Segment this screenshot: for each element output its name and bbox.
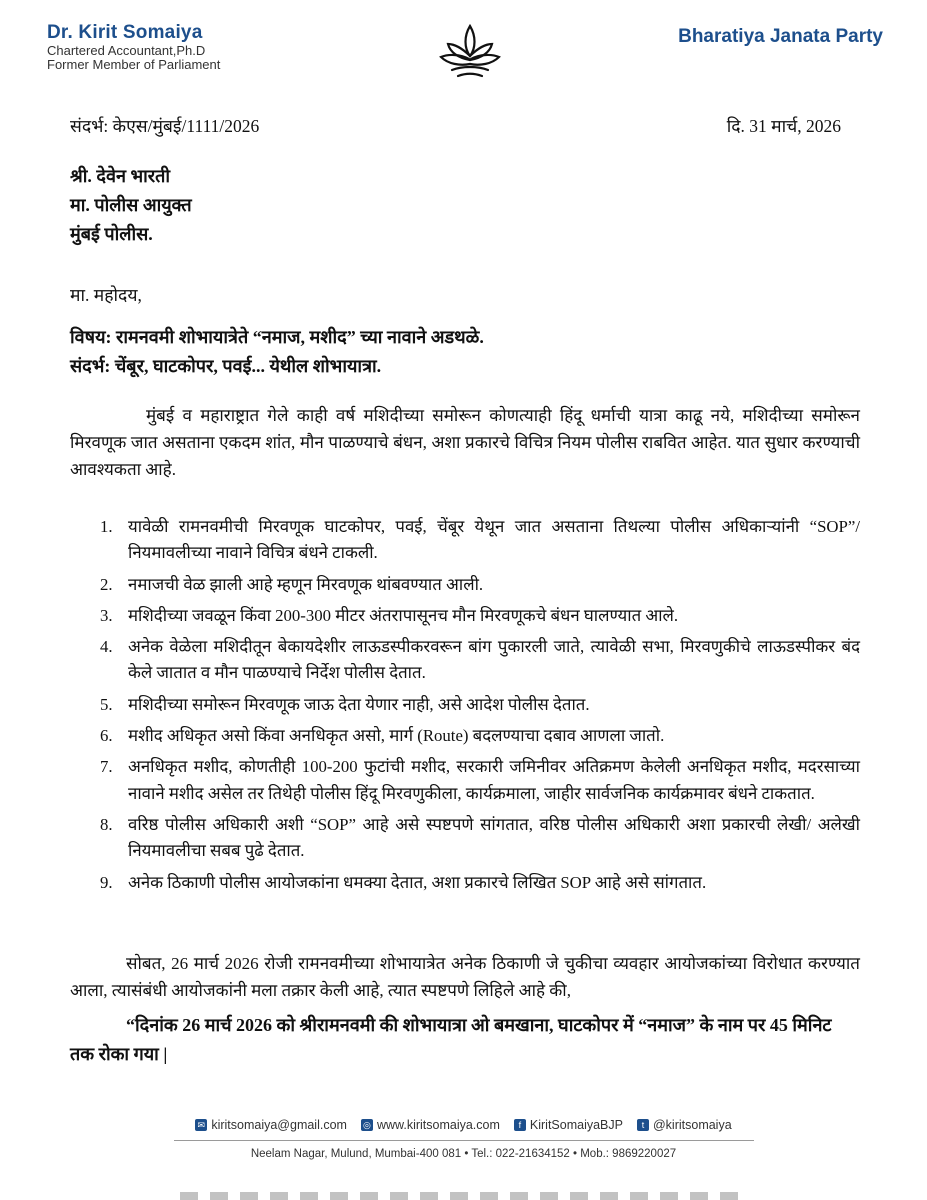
facebook-icon: f: [514, 1119, 526, 1131]
twitter-icon: t: [637, 1119, 649, 1131]
list-number: 2.: [100, 574, 113, 594]
paragraph-complaint: सोबत, 26 मार्च 2026 रोजी रामनवमीच्या शोभायात्रेत अनेक ठिकाणी जे चुकीचा व्यवहार आयोजकांच्या विरोधात करण्यात आला, त्यासंबंधी आयोजकांनी मला तक्रार केली आहे, त्यात स्पष्टपणे लिहिले आहे की,: [70, 954, 860, 1000]
list-number: 6.: [100, 726, 113, 746]
list-text: मशिदीच्या जवळून किंवा 200-300 मीटर अंतरापासूनच मौन मिरवणूकचे बंधन घालण्यात आले.: [128, 605, 679, 625]
list-text: मशीद अधिकृत असो किंवा अनधिकृत असो, मार्ग (Route) बदलण्याचा दबाव आणला जातो.: [128, 726, 665, 746]
party-name: Bharatiya Janata Party: [678, 26, 883, 47]
author-name: Dr. Kirit Somaiya: [47, 22, 203, 43]
letterhead-left: [47, 22, 220, 72]
subject-reference: संदर्भ: चेंबूर, घाटकोपर, पवई... येथील शोभायात्रा.: [70, 356, 382, 376]
recipient-title: मा. पोलीस आयुक्त: [70, 195, 192, 215]
contact-links: [0, 1118, 927, 1132]
list-number: 5.: [100, 694, 113, 714]
list-number: 3.: [100, 605, 113, 625]
globe-icon: ◎: [361, 1119, 373, 1131]
website-text: www.kiritsomaiya.com: [376, 1118, 500, 1132]
list-number: 7.: [100, 757, 113, 777]
list-text: अनधिकृत मशीद, कोणतीही 100-200 फुटांची मशीद, सरकारी जमिनीवर अतिक्रमण केलेली अनधिकृत मशीद, मदरसाच्या नावाने मशीद असेल तर तिथेही पोलीस हिंदू मिरवणुकीला, कार्यक्रमाला, जाहीर सार्वजनिक कार्यक्रमावर बंधने टाकतात.: [128, 757, 860, 803]
list-text: अनेक वेळेला मशिदीतून बेकायदेशीर लाऊडस्पीकरवरून बांग पुकारली जाते, त्यावेळी सभा, मिरवणुकीचे लाऊडस्पीकर बंद केले जातात व मौन पाळण्याचे निर्देश पोलीस देतात.: [128, 637, 860, 683]
reference-number: संदर्भ: केएस/मुंबई/1111/2026: [70, 116, 260, 136]
quoted-complaint: “दिनांक 26 मार्च 2026 को श्रीरामनवमी की शोभायात्रा ओ बमखाना, घाटकोपर में “नमाज” के नाम पर 45 मिनिट तक रोका गया |: [70, 1015, 832, 1064]
footer-address: Neelam Nagar, Mulund, Mumbai-400 081 • Tel.: 022-21634152 • Mob.: 9869220027: [250, 1148, 677, 1160]
list-item: [70, 723, 860, 749]
list-item: [70, 603, 860, 629]
website-contact[interactable]: [361, 1118, 500, 1132]
list-item: [70, 870, 860, 896]
letterhead-footer: [0, 1118, 927, 1160]
recipient-name: श्री. देवेन भारती: [70, 166, 171, 186]
email-contact[interactable]: [195, 1118, 347, 1132]
subject-line: विषय: रामनवमी शोभायात्रेते “नमाज, मशीद” च्या नावाने अडथळे.: [70, 327, 484, 347]
points-list: [70, 514, 860, 901]
reference-line: [70, 114, 841, 138]
recipient-block: [70, 162, 192, 249]
email-icon: ✉: [195, 1119, 207, 1131]
email-text: kiritsomaiya@gmail.com: [211, 1118, 347, 1132]
author-qualification: Chartered Accountant,Ph.D: [47, 43, 206, 58]
facebook-contact[interactable]: [514, 1118, 623, 1132]
list-number: 8.: [100, 814, 113, 834]
cutoff-text-fragment: [180, 1192, 740, 1200]
list-text: वरिष्ठ पोलीस अधिकारी अशी “SOP” आहे असे स्पष्टपणे सांगतात, वरिष्ठ पोलीस अधिकारी अशा प्रकारची लेखी/ अलेखी नियमावलीचा सबब पुढे देतात.: [128, 814, 860, 861]
list-item: [70, 572, 860, 598]
list-text: नमाजची वेळ झाली आहे म्हणून मिरवणूक थांबवण्यात आली.: [128, 574, 484, 594]
author-former-role: Former Member of Parliament: [47, 57, 221, 72]
twitter-text: @kiritsomaiya: [652, 1118, 732, 1132]
salutation: मा. महोदय,: [70, 285, 142, 305]
list-number: 4.: [100, 637, 113, 657]
lotus-icon: [438, 20, 502, 84]
list-item: [70, 754, 860, 807]
recipient-org: मुंबई पोलीस.: [70, 224, 153, 244]
letter-date: दि. 31 मार्च, 2026: [726, 116, 841, 136]
list-item: [70, 692, 860, 718]
facebook-text: KiritSomaiyaBJP: [529, 1118, 623, 1132]
list-item: [70, 634, 860, 687]
twitter-contact[interactable]: [637, 1118, 732, 1132]
list-text: अनेक ठिकाणी पोलीस आयोजकांना धमक्या देतात, अशा प्रकारचे लिखित SOP आहे असे सांगतात.: [128, 872, 707, 892]
paragraph-intro: मुंबई व महाराष्ट्रात गेले काही वर्ष मशिदीच्या समोरून कोणत्याही हिंदू धर्माची यात्रा काढू नये, मशिदीच्या समोरून मिरवणूक जात असताना एकदम शांत, मौन पाळण्याचे बंधन, अशा प्रकारचे विचित्र नियम पोलीस राबवित आहेत. यात सुधार करण्याची आवश्यकता आहे.: [70, 406, 860, 479]
list-item: [70, 812, 860, 865]
subject-block: [70, 323, 484, 381]
footer-divider: [174, 1140, 754, 1141]
list-text: मशिदीच्या समोरून मिरवणूक जाऊ देता येणार नाही, असे आदेश पोलीस देतात.: [128, 694, 590, 714]
list-number: 1.: [100, 517, 113, 536]
list-text: यावेळी रामनवमीची मिरवणूक घाटकोपर, पवई, चेंबूर येथून जात असताना तिथल्या पोलीस अधिकाऱ्यांनी “SOP”/ नियमावलीच्या नावाने विचित्र बंधने टाकली.: [128, 517, 860, 563]
list-item: [70, 514, 860, 567]
list-number: 9.: [100, 872, 113, 892]
